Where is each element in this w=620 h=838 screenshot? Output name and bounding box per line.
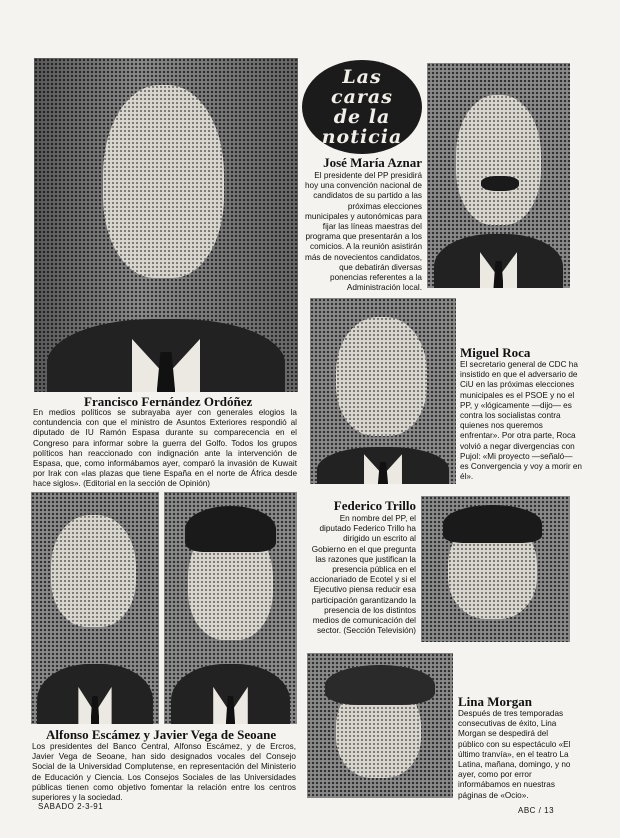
page-number: ABC / 13 xyxy=(518,806,555,815)
roca-text: El secretario general de CDC ha insistido en que el adversario de CiU en las próximas elecciones municipales es el PSOE y no el PP, y «lógicamente —dijo— es contra los socialistas contra quienes nos queremos enfrentar». Por otra parte, Roca volvió a negar divergencias con Pujol: «Mi proyecto —señaló— es Convergencia y voy a morir en él». xyxy=(460,360,582,482)
aznar-name: José María Aznar xyxy=(323,155,422,170)
aznar-photo xyxy=(427,63,570,288)
vega-de-seoane-photo xyxy=(164,492,297,724)
roca-photo xyxy=(310,298,456,484)
ordonez-photo xyxy=(34,58,298,392)
morgan-text: Después de tres temporadas consecutivas de éxito, Lina Morgan se despedirá del público con su espectáculo «El último tranvía», en el teatro La Latina, mañana, domingo, y no ayer, como por error informábamos en nuestras páginas de «Ocio». xyxy=(458,709,571,800)
escamez-text: Los presidentes del Banco Central, Alfonso Escámez, y de Ercros, Javier Vega de Seoane, han sido designados vocales del Consejo Social de la Universidad Complutense, en representación del Ministerio de Educación y Ciencia. Los Consejos Sociales de las Universidades públicas tienen como objetivo fomentar la relación entre los centros superiores y la sociedad. xyxy=(32,742,296,803)
morgan-name: Lina Morgan xyxy=(458,694,533,709)
escamez-name: Alfonso Escámez y Javier Vega de Seoane xyxy=(46,727,277,742)
escamez-photo xyxy=(31,492,159,724)
trillo-text: En nombre del PP, el diputado Federico Trillo ha dirigido un escrito al Gobierno en el que pregunta las razones que justifican la presencia pública en el accionariado de Ecotel y si el Ejecutivo piensa reducir esa participación garantizando la presencia de los distintos medios de comunicación del sector. (Sección Televisión) xyxy=(309,514,416,636)
ordonez-name: Francisco Fernández Ordóñez xyxy=(84,394,253,409)
logo-line-3: de la xyxy=(333,106,391,128)
logo-line-2: caras xyxy=(331,86,393,108)
aznar-text: El presidente del PP presidirá hoy una convención nacional de candidatos de su partido a las próximas elecciones municipales y autonómicas para fijar las líneas maestras del programa que presentarán a los comicios. A la reunión asistirán más de novecientos candidatos, que debatirán diversas ponencias referentes a la Administración local. xyxy=(305,171,422,293)
page-date: SABADO 2-3-91 xyxy=(38,802,104,811)
roca-name: Miguel Roca xyxy=(460,345,531,360)
logo-line-4: noticia xyxy=(321,126,403,148)
trillo-photo xyxy=(421,496,570,642)
trillo-name: Federico Trillo xyxy=(333,498,416,513)
ordonez-text: En medios políticos se subrayaba ayer con generales elogios la contundencia con que el ministro de Asuntos Exteriores respondió al diputado de IU Ramón Espasa durante su comparecencia en el Congreso para informar sobre la guerra del Golfo. Todos los grupos políticos han reaccionado con indignación ante la intervención de Espasa, que, como informábamos ayer, comparó la invasión de Kuwait por Irak con «las plazas que tiene España en el norte de África desde hace siglos». (Editorial en la sección de Opinión) xyxy=(33,408,297,489)
las-caras-de-la-noticia-logo xyxy=(302,60,422,154)
morgan-photo xyxy=(307,653,453,798)
logo-line-1: Las xyxy=(342,66,382,88)
